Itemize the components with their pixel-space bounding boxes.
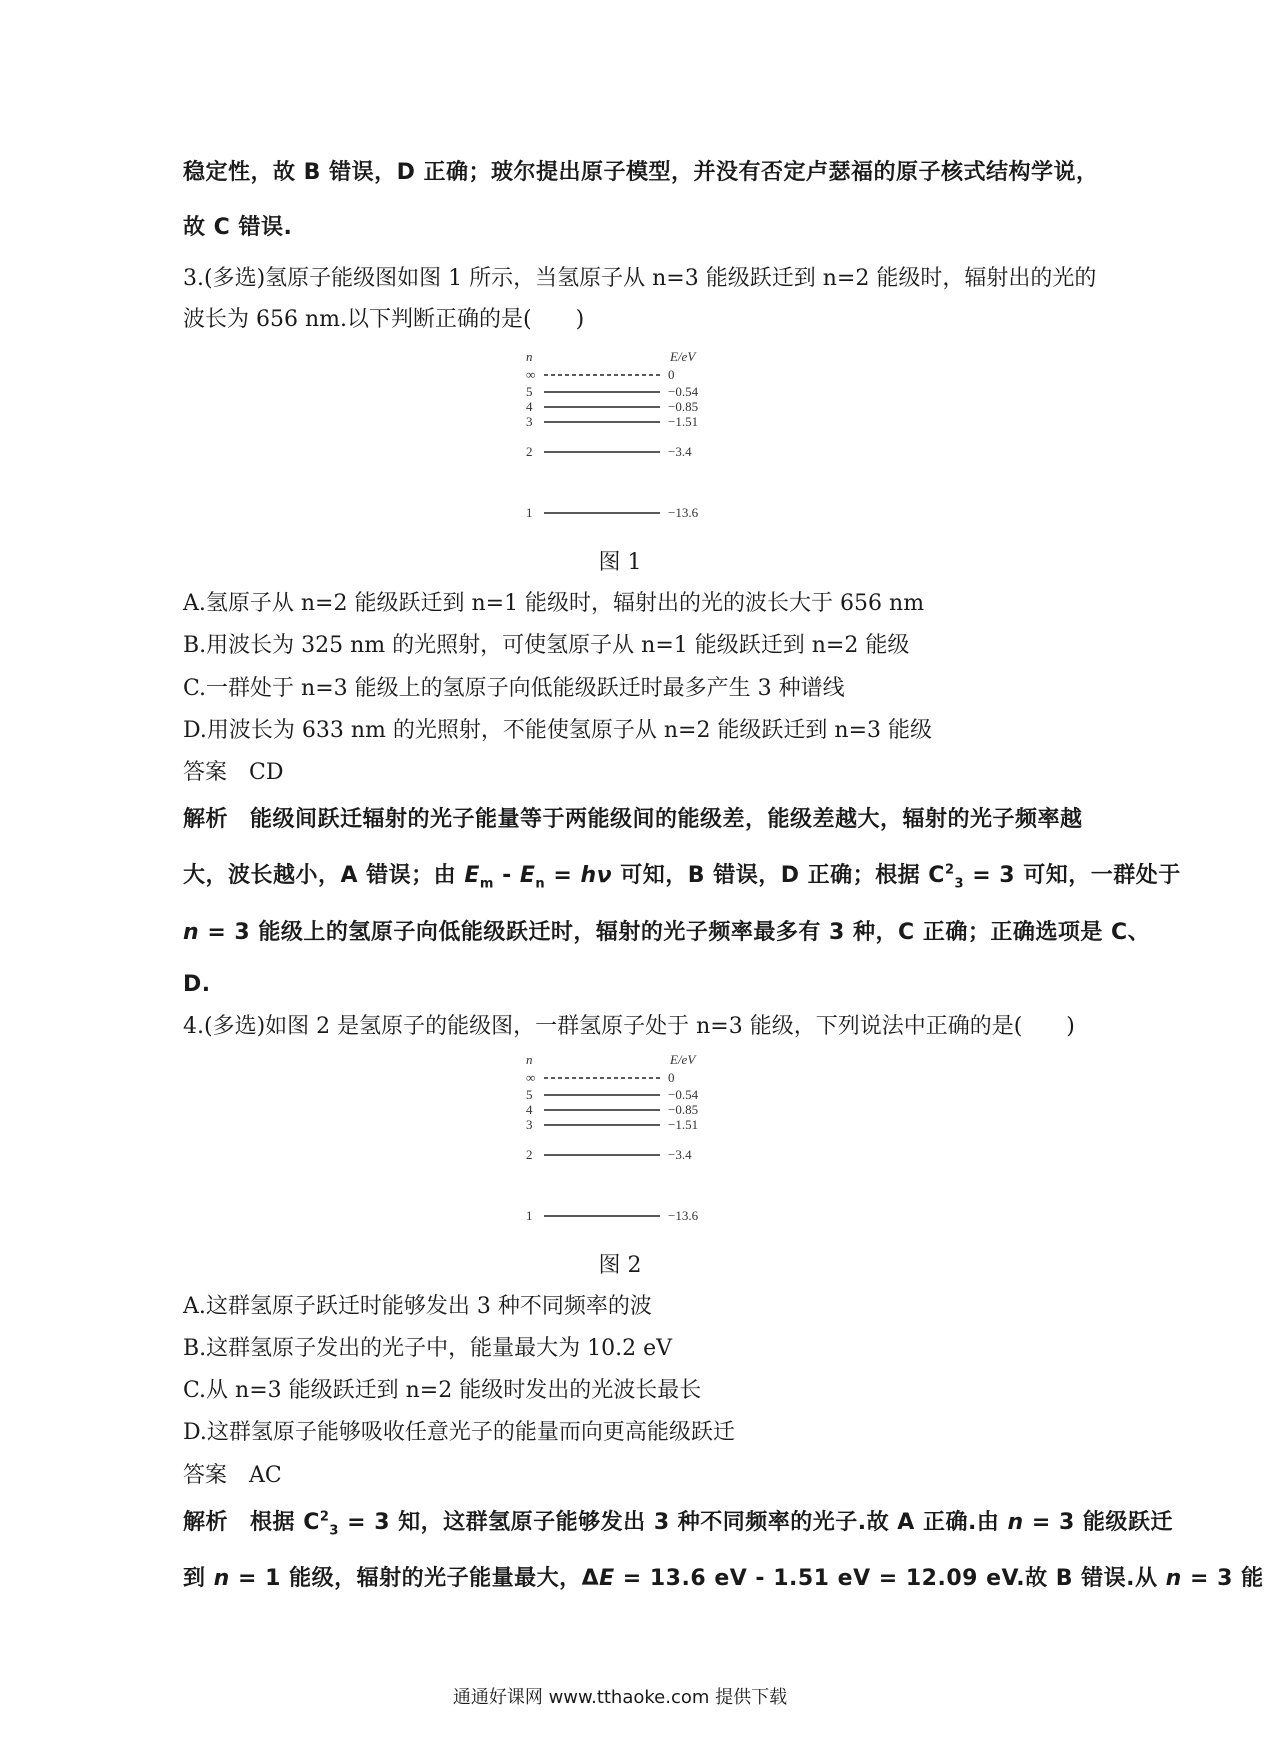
explanation-label: 解析 <box>183 807 229 832</box>
level-energy-3: −1.51 <box>668 414 699 429</box>
level-n-0: ∞ <box>526 1070 536 1085</box>
q4-explanation-line-1: 解析 根据 $C^2_3 = 3$ 知，这群氢原子能够发出 3 种不同频率的光子.故 A 正确.由 n = 3 能级跃迁 <box>183 1509 1173 1539</box>
q3-explanation-line-4: D. <box>183 972 211 997</box>
level-energy-4: −3.4 <box>668 1147 692 1162</box>
level-energy-3: −1.51 <box>668 1117 699 1132</box>
q3-option-b: B.用波长为 325 nm 的光照射，可使氢原子从 n=1 能级跃迁到 n=2 能级 <box>183 633 910 658</box>
answer-label: 答案 <box>183 760 228 785</box>
prev-explanation-line-2: 故 C 错误. <box>183 215 293 240</box>
prev-explanation-line-1: 稳定性，故 B 错误，D 正确；玻尔提出原子模型，并没有否定卢瑟福的原子核式结构学说， <box>183 160 1099 185</box>
level-n-3: 3 <box>526 1117 533 1132</box>
q3-option-d: D.用波长为 633 nm 的光照射，不能使氢原子从 n=2 能级跃迁到 n=3 能级 <box>183 718 933 743</box>
q3-answer <box>183 758 1063 788</box>
level-n-0: ∞ <box>526 367 536 382</box>
q4-option-d: D.这群氢原子能够吸收任意光子的能量而向更高能级跃迁 <box>183 1420 735 1445</box>
level-n-2: 4 <box>526 1102 533 1117</box>
q3-explanation-line-2: 大，波长越小，A 错误；由 $E_m - E_n = h\nu$ 可知，B 错误，D 正确；根据 $C^2_3 = 3$ 可知，一群处于 <box>183 862 1181 892</box>
level-energy-0: 0 <box>668 1070 675 1085</box>
level-energy-0: 0 <box>668 367 675 382</box>
q4-option-c: C.从 n=3 能级跃迁到 n=2 能级时发出的光波长最长 <box>183 1378 702 1403</box>
level-energy-5: −13.6 <box>668 505 699 520</box>
figure-1-caption: 图 1 <box>598 550 642 575</box>
figure-2-caption: 图 2 <box>598 1253 642 1278</box>
q4-option-b: B.这群氢原子发出的光子中，能量最大为 10.2 eV <box>183 1336 673 1361</box>
energy-level-diagram-1 <box>520 347 730 527</box>
level-n-1: 5 <box>526 384 533 399</box>
level-n-5: 1 <box>526 505 533 520</box>
q3-stem-line-2: 波长为 656 nm.以下判断正确的是( ) <box>183 307 585 332</box>
q3-stem-line-1: 3.(多选)氢原子能级图如图 1 所示，当氢原子从 n=3 能级跃迁到 n=2 能级时，辐射出的光的 <box>183 266 1097 291</box>
q3-option-a: A.氢原子从 n=2 能级跃迁到 n=1 能级时，辐射出的光的波长大于 656 nm <box>183 591 925 616</box>
q3-explanation-line-3: n = 3 能级上的氢原子向低能级跃迁时，辐射的光子频率最多有 3 种，C 正确；正确选项是 C、 <box>183 920 1151 945</box>
level-energy-1: −0.54 <box>668 384 699 399</box>
combination-symbol: $C^2_3$ <box>928 862 965 892</box>
answer-value: CD <box>249 760 284 785</box>
energy-level-diagram-2 <box>520 1050 730 1230</box>
level-energy-2: −0.85 <box>668 399 699 414</box>
explanation-label: 解析 <box>183 1510 229 1535</box>
level-n-4: 2 <box>526 1147 533 1162</box>
energy-axis-label: E/eV <box>670 1052 696 1067</box>
level-n-2: 4 <box>526 399 533 414</box>
n-axis-label: n <box>526 1052 533 1067</box>
combination-symbol: $C^2_3$ <box>303 1509 339 1539</box>
level-energy-2: −0.85 <box>668 1102 699 1117</box>
q4-stem-line-1: 4.(多选)如图 2 是氢原子的能级图，一群氢原子处于 n=3 能级，下列说法中正确的是( ) <box>183 1014 1075 1039</box>
q3-explanation-line-1: 解析 能级间跃迁辐射的光子能量等于两能级间的能级差，能级差越大，辐射的光子频率越 <box>183 807 1083 832</box>
level-energy-5: −13.6 <box>668 1208 699 1223</box>
footer-text: 通通好课网 www.tthaoke.com 提供下载 <box>452 1687 788 1708</box>
q4-explanation-line-2: 到 n = 1 能级，辐射的光子能量最大，ΔE = 13.6 eV - 1.51 eV = 12.09 eV.故 B 错误.从 n = 3 能 <box>183 1566 1264 1591</box>
answer-value: AC <box>249 1463 282 1488</box>
level-n-4: 2 <box>526 444 533 459</box>
level-energy-4: −3.4 <box>668 444 692 459</box>
answer-label: 答案 <box>183 1463 228 1488</box>
level-energy-1: −0.54 <box>668 1087 699 1102</box>
q4-answer <box>183 1461 1063 1491</box>
q4-option-a: A.这群氢原子跃迁时能够发出 3 种不同频率的波 <box>183 1294 652 1319</box>
q3-option-c: C.一群处于 n=3 能级上的氢原子向低能级跃迁时最多产生 3 种谱线 <box>183 676 845 701</box>
n-axis-label: n <box>526 349 533 364</box>
level-n-5: 1 <box>526 1208 533 1223</box>
level-n-1: 5 <box>526 1087 533 1102</box>
level-n-3: 3 <box>526 414 533 429</box>
energy-axis-label: E/eV <box>670 349 696 364</box>
